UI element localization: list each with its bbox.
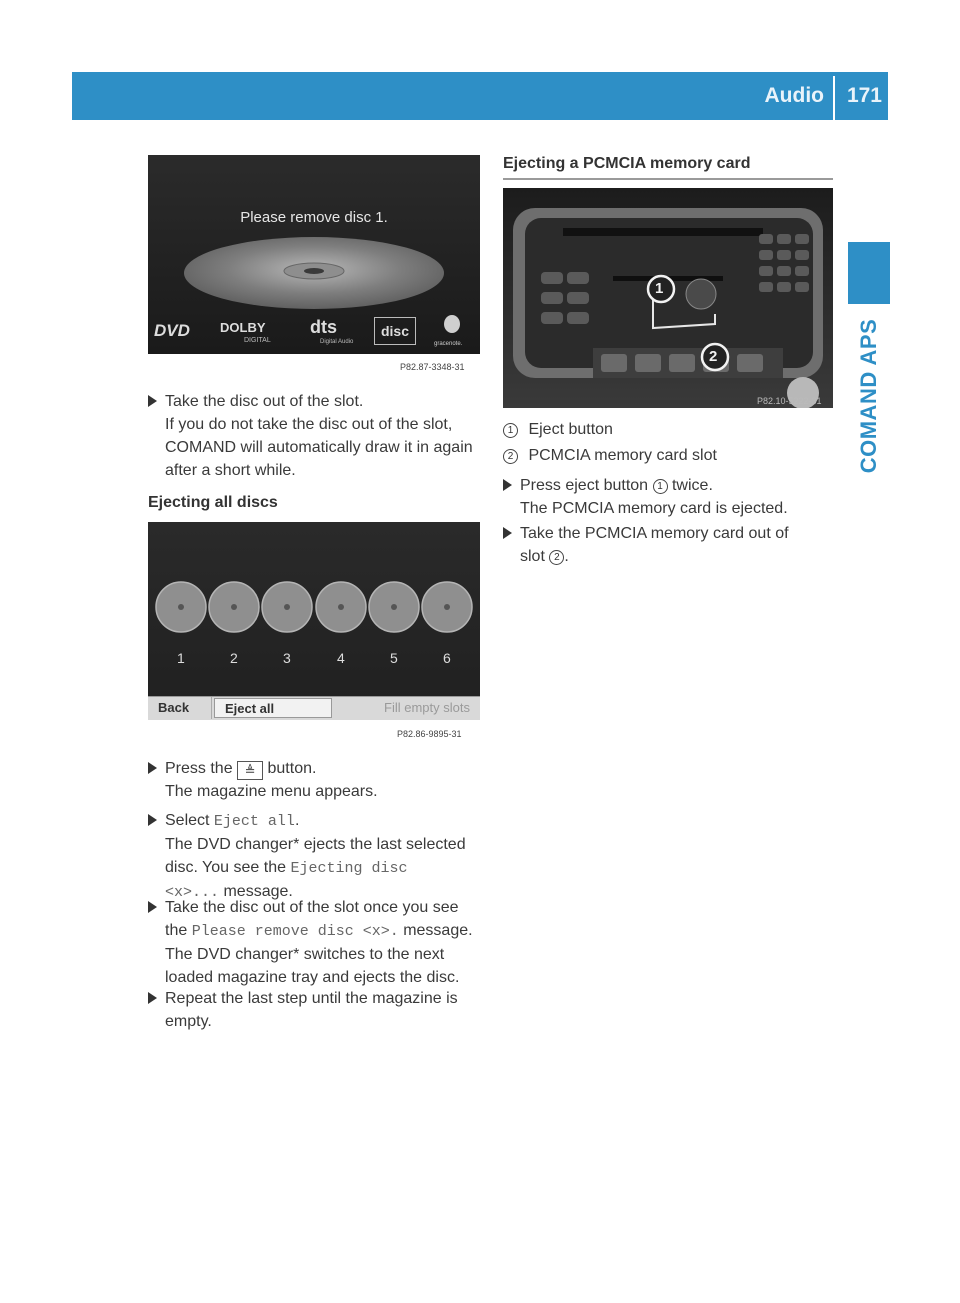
legend-card-slot bbox=[503, 444, 717, 467]
dolby-logo: DOLBY bbox=[220, 320, 266, 335]
step-text: the bbox=[165, 922, 188, 939]
step-line: The magazine menu appears. bbox=[165, 783, 378, 800]
step-line bbox=[165, 809, 466, 833]
step-text: disc. You see the bbox=[165, 859, 286, 876]
step-text: button. bbox=[267, 760, 317, 777]
step-take-card bbox=[503, 522, 789, 568]
disc-number: 4 bbox=[337, 650, 345, 666]
step-take-disc bbox=[148, 390, 473, 482]
dts-sub: Digital Audio bbox=[320, 339, 354, 345]
side-tab bbox=[852, 312, 886, 480]
step-text: slot bbox=[520, 548, 545, 565]
step-arrow-icon bbox=[148, 814, 157, 826]
menu-bar bbox=[148, 696, 480, 720]
step-repeat bbox=[148, 987, 458, 1033]
heading-rule bbox=[503, 178, 833, 180]
step-arrow-icon bbox=[148, 992, 157, 1004]
step-press-eject bbox=[503, 474, 788, 520]
dts-logo: dts bbox=[310, 317, 337, 337]
step-text: message. bbox=[403, 922, 473, 939]
step-text: . bbox=[294, 812, 300, 829]
step-line bbox=[165, 757, 378, 780]
legend-number: 2 bbox=[503, 449, 518, 464]
disc-number: 5 bbox=[390, 650, 398, 666]
disc-number: 6 bbox=[443, 650, 451, 666]
gracenote-logo: gracenote. bbox=[434, 341, 463, 347]
header-divider bbox=[833, 76, 835, 120]
step-take-disc-repeat bbox=[148, 896, 473, 989]
step-line: empty. bbox=[165, 1013, 212, 1030]
step-text: message. bbox=[223, 883, 293, 900]
disc-number: 3 bbox=[283, 650, 291, 666]
step-arrow-icon bbox=[148, 395, 157, 407]
figure-code: P82.86-9895-31 bbox=[397, 729, 462, 739]
eject-all-button[interactable]: Eject all bbox=[214, 698, 332, 718]
step-text: . bbox=[564, 548, 569, 565]
eject-button-icon: ≜ bbox=[237, 761, 263, 780]
dvd-logo: DVD bbox=[154, 321, 190, 340]
gracenote-icon bbox=[444, 315, 460, 333]
dolby-sub: DIGITAL bbox=[244, 337, 271, 344]
logo-strip bbox=[148, 313, 480, 354]
callout-number: 2 bbox=[549, 550, 564, 565]
message-code: Please remove disc <x>. bbox=[191, 923, 399, 940]
step-line bbox=[165, 856, 466, 880]
step-line: The DVD changer* switches to the next bbox=[165, 946, 445, 963]
legend-text: PCMCIA memory card slot bbox=[528, 447, 717, 464]
step-line: Take the PCMCIA memory card out of bbox=[520, 525, 789, 542]
step-line: The DVD changer* ejects the last selected bbox=[165, 836, 466, 853]
step-line bbox=[520, 545, 789, 568]
step-text: Press the bbox=[165, 760, 233, 777]
screen-message: Please remove disc 1. bbox=[240, 209, 388, 226]
callout-card-slot: 2 bbox=[709, 348, 718, 365]
step-line: The PCMCIA memory card is ejected. bbox=[520, 500, 788, 517]
step-press-button bbox=[148, 757, 378, 803]
step-arrow-icon bbox=[503, 527, 512, 539]
figure-code: P82.87-3348-31 bbox=[400, 362, 465, 372]
step-text: Select bbox=[165, 812, 210, 829]
message-code: Ejecting disc bbox=[290, 860, 408, 877]
callout-eject-button: 1 bbox=[655, 280, 664, 297]
figure-remove-disc bbox=[148, 155, 480, 354]
menu-item-code: Eject all bbox=[213, 813, 295, 830]
legend-eject-button bbox=[503, 418, 613, 441]
legend-number: 1 bbox=[503, 423, 518, 438]
page-number: 171 bbox=[846, 84, 882, 107]
step-arrow-icon bbox=[148, 762, 157, 774]
step-line: loaded magazine tray and ejects the disc. bbox=[165, 969, 460, 986]
back-button[interactable]: Back bbox=[148, 697, 212, 719]
console-image bbox=[503, 188, 833, 408]
side-tab-block bbox=[848, 242, 890, 304]
step-line: COMAND will automatically draw it in again bbox=[165, 439, 473, 456]
compact-disc-logo: disc bbox=[374, 317, 416, 345]
pcmcia-heading: Ejecting a PCMCIA memory card bbox=[503, 155, 751, 172]
step-line: Take the disc out of the slot. bbox=[165, 393, 364, 410]
side-tab-label: COMAND APS bbox=[856, 318, 881, 474]
message-code: <x>... bbox=[165, 884, 220, 901]
step-text: Press eject button bbox=[520, 477, 649, 494]
section-heading: Ejecting all discs bbox=[148, 494, 278, 511]
step-line: Take the disc out of the slot once you see bbox=[165, 899, 459, 916]
step-line: after a short while. bbox=[165, 462, 296, 479]
callout-number: 1 bbox=[653, 479, 668, 494]
figure-eject-all bbox=[148, 522, 480, 720]
step-line bbox=[520, 474, 788, 497]
disc-number: 1 bbox=[177, 650, 185, 666]
magazine-discs bbox=[148, 522, 480, 642]
section-title: Audio bbox=[764, 84, 824, 107]
figure-pcmcia bbox=[503, 188, 833, 408]
disc-number: 2 bbox=[230, 650, 238, 666]
step-line bbox=[165, 919, 473, 943]
page-header bbox=[72, 72, 888, 120]
fill-empty-slots-button[interactable]: Fill empty slots bbox=[384, 700, 470, 715]
step-text: twice. bbox=[671, 477, 713, 494]
step-arrow-icon bbox=[148, 901, 157, 913]
step-line: If you do not take the disc out of the slot, bbox=[165, 416, 453, 433]
step-line: Repeat the last step until the magazine is bbox=[165, 990, 458, 1007]
figure-code: P82.10-5222-31 bbox=[757, 396, 822, 406]
step-arrow-icon bbox=[503, 479, 512, 491]
legend-text: Eject button bbox=[528, 421, 613, 438]
step-select-eject-all bbox=[148, 809, 466, 904]
